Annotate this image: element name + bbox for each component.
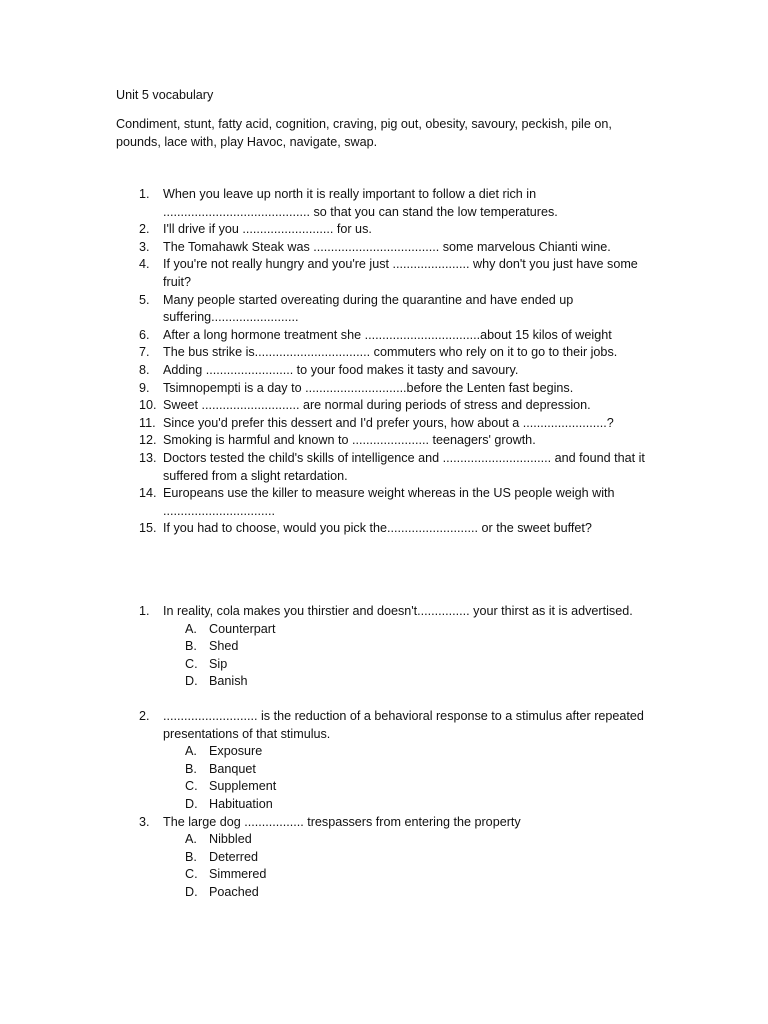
question-text: The bus strike is................................. commuters who rely on it to go to their jobs. bbox=[163, 345, 618, 360]
question-number: 3. bbox=[139, 239, 150, 254]
option-text: Exposure bbox=[209, 744, 263, 759]
answer-option bbox=[163, 884, 656, 902]
question-number: 6. bbox=[139, 327, 150, 342]
question-item bbox=[116, 344, 656, 362]
question-number: 10. bbox=[139, 398, 157, 413]
option-letter: C. bbox=[185, 867, 198, 882]
question-number: 2. bbox=[139, 222, 150, 237]
question-number: 14. bbox=[139, 486, 157, 501]
question-number: 8. bbox=[139, 362, 150, 377]
answer-option bbox=[163, 866, 656, 884]
answer-options bbox=[163, 621, 656, 691]
question-item bbox=[116, 520, 656, 538]
question-text: Many people started overeating during the quarantine and have ended up suffering......................... bbox=[163, 292, 574, 325]
mc-question-item bbox=[116, 708, 656, 814]
question-item bbox=[116, 186, 656, 221]
question-item bbox=[116, 432, 656, 450]
question-number: 11. bbox=[139, 415, 156, 430]
question-number: 1. bbox=[139, 604, 150, 618]
question-text: Adding ......................... to your food makes it tasty and savoury. bbox=[163, 362, 519, 377]
answer-option bbox=[163, 849, 656, 867]
option-text: Sip bbox=[209, 656, 228, 671]
option-text: Habituation bbox=[209, 796, 273, 811]
answer-options bbox=[163, 831, 656, 901]
question-item bbox=[116, 221, 656, 239]
option-letter: C. bbox=[185, 656, 198, 671]
option-text: Shed bbox=[209, 639, 239, 654]
question-text: Smoking is harmful and known to ...................... teenagers' growth. bbox=[163, 433, 536, 448]
question-text: The Tomahawk Steak was .................................... some marvelous Chianti wine. bbox=[163, 239, 611, 254]
answer-option bbox=[163, 743, 656, 761]
question-item bbox=[116, 292, 656, 327]
answer-option bbox=[163, 638, 656, 656]
option-letter: D. bbox=[185, 674, 198, 689]
spacer bbox=[163, 691, 656, 708]
option-letter: D. bbox=[185, 796, 198, 811]
question-item bbox=[116, 397, 656, 415]
question-item bbox=[116, 239, 656, 257]
question-item bbox=[116, 327, 656, 345]
question-item bbox=[116, 380, 656, 398]
option-text: Banquet bbox=[209, 761, 256, 776]
question-text: ........................... is the reduction of a behavioral response to a stimulus after repeated presentations of that stimulus. bbox=[163, 708, 644, 741]
answer-options bbox=[163, 743, 656, 813]
question-text: When you leave up north it is really important to follow a diet rich in .......................................... so that you can stand the low temperatures. bbox=[163, 187, 558, 219]
option-letter: B. bbox=[185, 639, 197, 654]
question-item bbox=[116, 415, 656, 433]
question-number: 13. bbox=[139, 450, 157, 465]
word-bank: Condiment, stunt, fatty acid, cognition, craving, pig out, obesity, savoury, peckish, pile on, pounds, lace with, play Havoc, navigate, swap. bbox=[116, 117, 612, 149]
question-text: The large dog ................. trespassers from entering the property bbox=[163, 814, 521, 829]
answer-option bbox=[163, 673, 656, 691]
question-text: Doctors tested the child's skills of intelligence and ............................... and found that it suffered from a slight retardation. bbox=[163, 450, 645, 483]
mc-question-item bbox=[116, 603, 656, 708]
option-text: Simmered bbox=[209, 867, 267, 882]
option-letter: A. bbox=[185, 744, 197, 759]
answer-option bbox=[163, 761, 656, 779]
fill-in-list bbox=[116, 186, 656, 538]
page-title: Unit 5 vocabulary bbox=[116, 88, 214, 102]
answer-option bbox=[163, 796, 656, 814]
answer-option bbox=[163, 656, 656, 674]
question-number: 2. bbox=[139, 708, 150, 723]
option-letter: B. bbox=[185, 849, 197, 864]
option-letter: D. bbox=[185, 884, 198, 899]
option-letter: A. bbox=[185, 832, 197, 847]
question-text: Europeans use the killer to measure weight whereas in the US people weigh with ................................ bbox=[163, 486, 615, 518]
question-text: Since you'd prefer this dessert and I'd prefer yours, how about a ........................? bbox=[163, 415, 614, 430]
question-text: If you're not really hungry and you're just ...................... why don't you just have some fruit? bbox=[163, 257, 638, 289]
question-item bbox=[116, 256, 656, 291]
option-text: Poached bbox=[209, 884, 259, 899]
question-text: Sweet ............................ are normal during periods of stress and depression. bbox=[163, 398, 591, 413]
question-number: 15. bbox=[139, 521, 157, 536]
question-number: 9. bbox=[139, 380, 150, 395]
option-letter: B. bbox=[185, 761, 197, 776]
multiple-choice-list bbox=[116, 603, 656, 902]
question-text: In reality, cola makes you thirstier and doesn't............... your thirst as it is advertised. bbox=[163, 604, 633, 618]
question-item bbox=[116, 485, 656, 520]
question-text: If you had to choose, would you pick the.......................... or the sweet buffet? bbox=[163, 521, 592, 536]
answer-option bbox=[163, 778, 656, 796]
question-number: 3. bbox=[139, 814, 150, 829]
option-letter: A. bbox=[185, 621, 197, 636]
question-number: 7. bbox=[139, 345, 150, 360]
question-text: Tsimnopempti is a day to .............................before the Lenten fast begins. bbox=[163, 380, 574, 395]
option-text: Supplement bbox=[209, 779, 277, 794]
option-text: Counterpart bbox=[209, 621, 276, 636]
question-text: I'll drive if you .......................... for us. bbox=[163, 222, 372, 237]
option-text: Deterred bbox=[209, 849, 258, 864]
question-text: After a long hormone treatment she .................................about 15 kilos of weight bbox=[163, 327, 612, 342]
answer-option bbox=[163, 621, 656, 639]
question-number: 5. bbox=[139, 292, 150, 307]
mc-question-item bbox=[116, 814, 656, 902]
question-number: 4. bbox=[139, 257, 150, 272]
question-number: 1. bbox=[139, 187, 150, 201]
question-item bbox=[116, 450, 656, 485]
question-number: 12. bbox=[139, 433, 157, 448]
option-text: Nibbled bbox=[209, 832, 252, 847]
option-text: Banish bbox=[209, 674, 248, 689]
answer-option bbox=[163, 831, 656, 849]
question-item bbox=[116, 362, 656, 380]
option-letter: C. bbox=[185, 779, 198, 794]
